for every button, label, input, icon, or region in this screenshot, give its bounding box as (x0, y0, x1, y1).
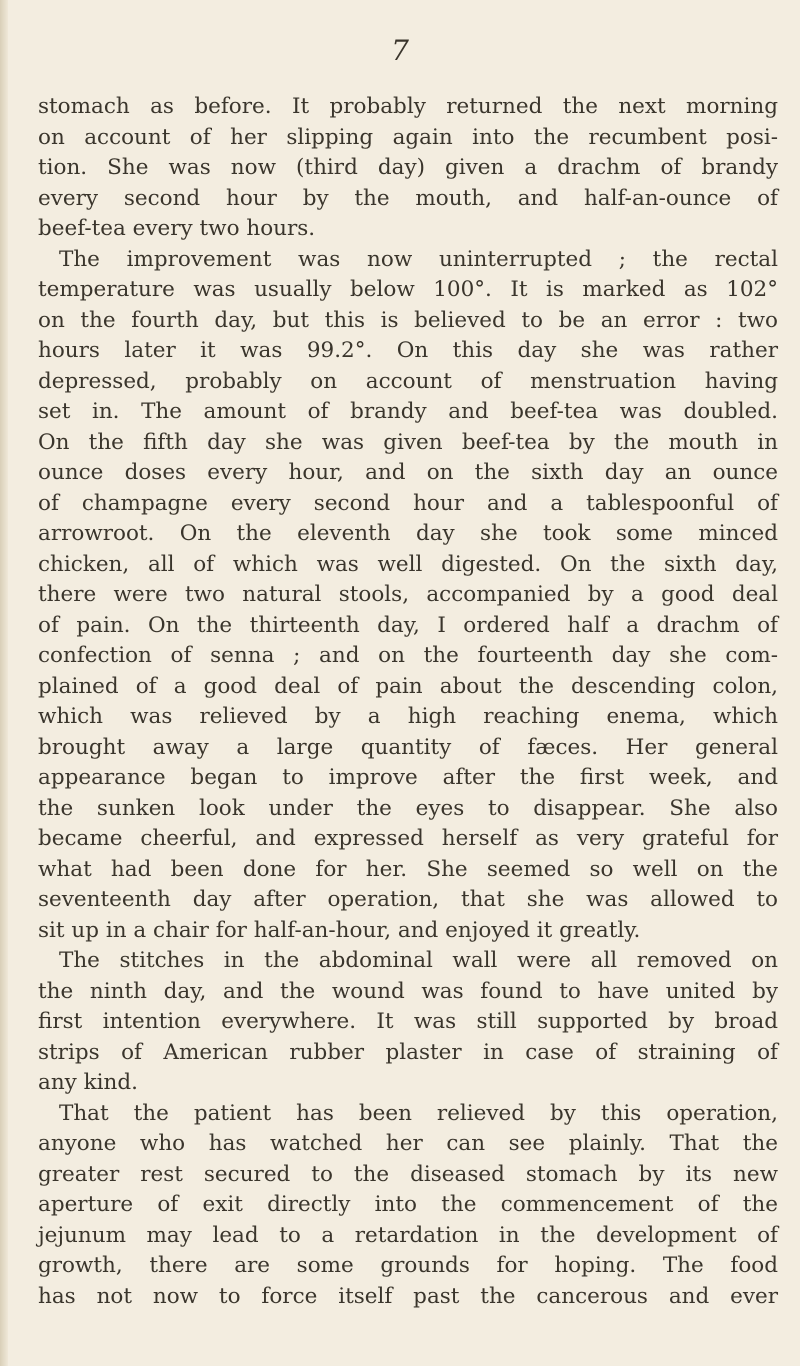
text-line: depressed, probably on account of menstruation having (38, 368, 778, 394)
text-line: plained of a good deal of pain about the descending colon, (38, 673, 778, 699)
text-line: appearance began to improve after the first week, and (38, 765, 778, 790)
text-line: the ninth day, and the wound was found to have united by (38, 978, 778, 1004)
text-line: stomach as before. It probably returned the next morning (38, 94, 778, 119)
text-line: jejunum may lead to a retardation in the development of (38, 1222, 778, 1248)
text-line: beef-tea every two hours. (38, 216, 316, 241)
text-line: any kind. (38, 1070, 138, 1095)
text-line: which was relieved by a high reaching enema, which (38, 704, 778, 729)
text-line: on the fourth day, but this is believed to be an error : two (38, 307, 778, 333)
body-text (38, 92, 778, 1312)
text-line: hours later it was 99.2°. On this day she was rather (38, 338, 778, 363)
text-line: on account of her slipping again into the recumbent posi- (38, 124, 778, 150)
text-line: there were two natural stools, accompanied by a good deal (38, 582, 778, 607)
text-line: anyone who has watched her can see plainly. That the (38, 1131, 778, 1156)
text-line: brought away a large quantity of fæces. Her general (38, 734, 778, 760)
text-line: On the fifth day she was given beef-tea by the mouth in (38, 429, 778, 455)
text-line: temperature was usually below 100°. It is marked as 102° (38, 277, 778, 302)
text-line: greater rest secured to the diseased stomach by its new (38, 1161, 778, 1187)
text-line: has not now to force itself past the cancerous and ever (38, 1283, 778, 1309)
text-line: tion. She was now (third day) given a drachm of brandy (38, 155, 778, 180)
text-line: of pain. On the thirteenth day, I ordered half a drachm of (38, 612, 778, 638)
page-number: 7 (391, 34, 409, 67)
text-line: chicken, all of which was well digested. On the sixth day, (38, 551, 778, 577)
text-line: ounce doses every hour, and on the sixth day an ounce (38, 460, 778, 485)
text-line: strips of American rubber plaster in case of straining of (38, 1039, 778, 1065)
text-line: seventeenth day after operation, that she was allowed to (38, 887, 778, 912)
text-line: first intention everywhere. It was still supported by broad (38, 1009, 778, 1034)
text-line: set in. The amount of brandy and beef-tea was doubled. (38, 399, 778, 424)
text-line: of champagne every second hour and a tablespoonful of (38, 490, 778, 516)
text-line: growth, there are some grounds for hoping. The food (38, 1253, 778, 1278)
text-line: aperture of exit directly into the commencement of the (38, 1192, 778, 1217)
text-line: confection of senna ; and on the fourteenth day she com- (38, 643, 778, 668)
text-line: became cheerful, and expressed herself as very grateful for (38, 826, 778, 851)
text-line: arrowroot. On the eleventh day she took some minced (38, 521, 778, 546)
page-binding-edge (0, 0, 8, 1366)
text-line: The improvement was now uninterrupted ; the rectal (59, 246, 778, 272)
text-line: every second hour by the mouth, and half-an-ounce of (38, 185, 778, 211)
text-line: That the patient has been relieved by this operation, (59, 1100, 778, 1126)
text-line: The stitches in the abdominal wall were all removed on (59, 948, 778, 973)
text-line: the sunken look under the eyes to disappear. She also (38, 795, 778, 821)
text-line: sit up in a chair for half-an-hour, and enjoyed it greatly. (38, 917, 641, 943)
text-line: what had been done for her. She seemed so well on the (38, 856, 778, 882)
